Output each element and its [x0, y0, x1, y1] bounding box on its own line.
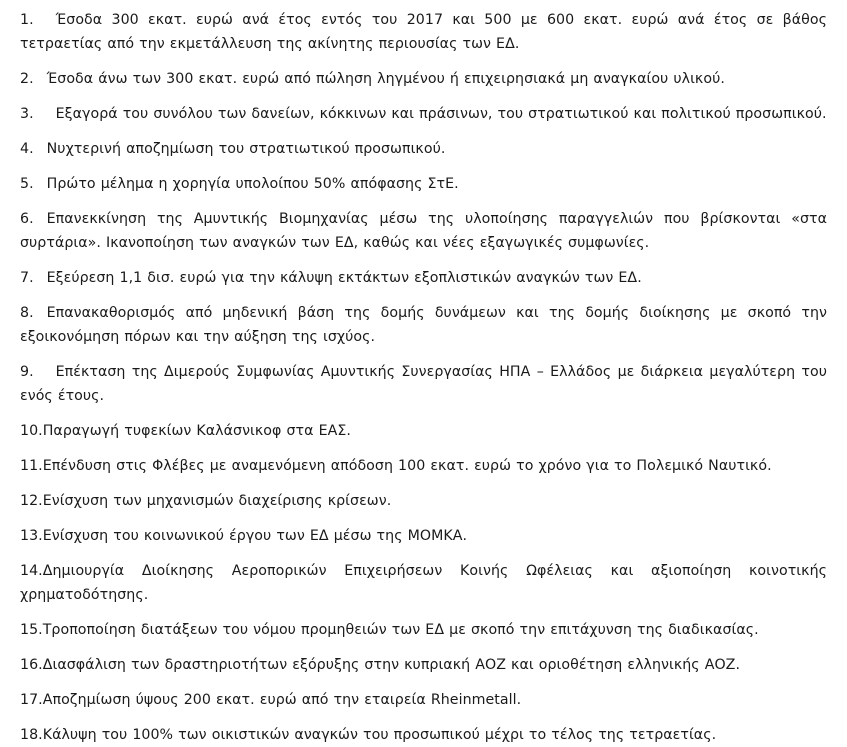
item-number: 4.	[20, 141, 34, 157]
list-item-1	[20, 8, 827, 56]
list-item-12	[20, 489, 827, 513]
item-text: Επανακαθορισμός από μηδενική βάση της δομής δυνάμεων και της δομής διοίκησης με σκοπό την εξοικονόμηση πόρων και την αύξηση της ισχύος.	[20, 305, 827, 345]
item-number: 12.	[20, 493, 43, 509]
list-item-14	[20, 559, 827, 607]
item-number: 1.	[20, 12, 34, 28]
item-text: Ενίσχυση των μηχανισμών διαχείρισης κρίσεων.	[42, 493, 392, 509]
list-item-11	[20, 454, 827, 478]
list-item-2	[20, 67, 827, 91]
item-text: Νυχτερινή αποζημίωση του στρατιωτικού προσωπικού.	[46, 141, 446, 157]
item-text: Παραγωγή τυφεκίων Καλάσνικοφ στα ΕΑΣ.	[42, 423, 351, 439]
list-item-13	[20, 524, 827, 548]
item-number: 16.	[20, 657, 43, 673]
item-number: 7.	[20, 270, 34, 286]
list-item-5	[20, 172, 827, 196]
list-item-6	[20, 207, 827, 255]
item-number: 14.	[20, 563, 43, 579]
list-item-10	[20, 419, 827, 443]
item-number: 6.	[20, 211, 34, 227]
item-text: Επέκταση της Διμερούς Συμφωνίας Αμυντικής Συνεργασίας ΗΠΑ – Ελλάδος με διάρκεια μεγαλύτερη του ενός έτους.	[20, 364, 827, 404]
item-number: 18.	[20, 727, 43, 743]
item-text: Αποζημίωση ύψους 200 εκατ. ευρώ από την εταιρεία Rheinmetall.	[42, 692, 522, 708]
list-item-4	[20, 137, 827, 161]
item-text: Επανεκκίνηση της Αμυντικής Βιομηχανίας μέσω της υλοποίησης παραγγελιών που βρίσκονται «στα συρτάρια». Ικανοποίηση των αναγκών των ΕΔ, καθώς και νέες εξαγωγικές συμφωνίες.	[20, 211, 827, 251]
item-text: Εξεύρεση 1,1 δισ. ευρώ για την κάλυψη εκτάκτων εξοπλιστικών αναγκών των ΕΔ.	[46, 270, 642, 286]
list-item-17	[20, 688, 827, 712]
item-number: 3.	[20, 106, 34, 122]
item-number: 2.	[20, 71, 34, 87]
item-number: 9.	[20, 364, 34, 380]
item-text: Κάλυψη του 100% των οικιστικών αναγκών του προσωπικού μέχρι το τέλος της τετραετίας.	[42, 727, 717, 743]
item-number: 13.	[20, 528, 43, 544]
item-number: 8.	[20, 305, 34, 321]
item-text: Ενίσχυση του κοινωνικού έργου των ΕΔ μέσω της ΜΟΜΚΑ.	[42, 528, 468, 544]
item-number: 5.	[20, 176, 34, 192]
item-text: Έσοδα 300 εκατ. ευρώ ανά έτος εντός του 2017 και 500 με 600 εκατ. ευρώ ανά έτος σε βάθος τετραετίας από την εκμετάλλευση της ακίνητης περιουσίας των ΕΔ.	[20, 12, 827, 52]
list-item-16	[20, 653, 827, 677]
list-item-15	[20, 618, 827, 642]
item-number: 15.	[20, 622, 43, 638]
item-text: Διασφάλιση των δραστηριοτήτων εξόρυξης στην κυπριακή ΑΟΖ και οριοθέτηση ελληνικής ΑΟΖ.	[42, 657, 741, 673]
item-text: Εξαγορά του συνόλου των δανείων, κόκκινων και πράσινων, του στρατιωτικού και πολιτικού προσωπικού.	[55, 106, 827, 122]
item-text: Δημιουργία Διοίκησης Αεροπορικών Επιχειρήσεων Κοινής Ωφέλειας και αξιοποίηση κοινοτικής χρηματοδότησης.	[20, 563, 827, 603]
item-number: 10.	[20, 423, 43, 439]
item-text: Τροποποίηση διατάξεων του νόμου προμηθειών των ΕΔ με σκοπό την επιτάχυνση της διαδικασίας.	[42, 622, 759, 638]
list-item-9	[20, 360, 827, 408]
item-text: Πρώτο μέλημα η χορηγία υπολοίπου 50% απόφασης ΣτΕ.	[46, 176, 459, 192]
item-number: 11.	[20, 458, 43, 474]
list-item-3	[20, 102, 827, 126]
list-item-18	[20, 723, 827, 747]
item-text: Έσοδα άνω των 300 εκατ. ευρώ από πώληση ληγμένου ή επιχειρησιακά μη αναγκαίου υλικού.	[46, 71, 725, 87]
list-item-8	[20, 301, 827, 349]
list-item-7	[20, 266, 827, 290]
item-number: 17.	[20, 692, 43, 708]
item-text: Επένδυση στις Φλέβες με αναμενόμενη απόδοση 100 εκατ. ευρώ το χρόνο για το Πολεμικό Ναυτικό.	[42, 458, 772, 474]
